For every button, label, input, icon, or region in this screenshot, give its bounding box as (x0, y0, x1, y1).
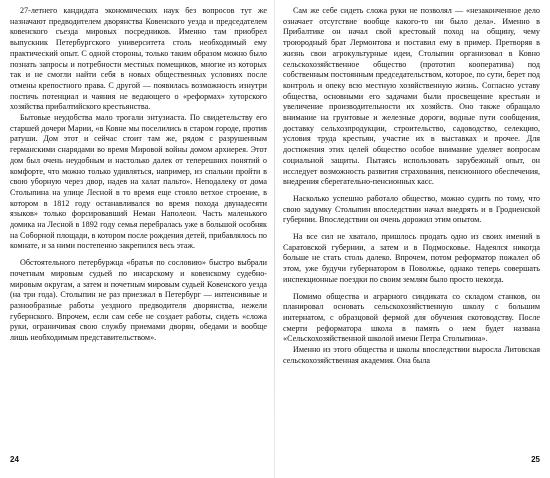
paragraph: Помимо общества и аграрного синдиката со складом станков, он планировал основать сельскохозяйственную школу с большим интернатом, с образцовой фермой для обучения скотоводству. После смерти реформатора школа в память о нем будет названа «Сельскохозяйственной школой имени Петра Столыпина». (283, 291, 540, 344)
paragraph: 27-летнего кандидата экономических наук без вопросов тут же назначают предводителем дворянства Ковенского уезда и председателем ковенского съезда мировых посредников. Именно там приобрел выпускник Петербургского университета столь необходимый ему практический опыт. С одной стороны, только таким образом можно было познать запросы и потребности местных помещиков, многие из которых так и не смогли найти себя в новых общественных условиях после отмены крепостного права. С другой — появилась возможность изнутри постичь потенциал и чаяния не ведающего о «реформах» хуторского хозяйства прибалтийского крестьянства. (10, 6, 267, 112)
paragraph: На все сил не хватало, пришлось продать одно из своих имений в Саратовской губернии, а затем и в Подмосковье. Надеялся никогда больше не стать столь далеко. Впрочем, потом реформатор пожалел об этом, уже будучи губернатором в Поволжье, однако теперь совершать инспекционные поездки по своим землям было просто некогда. (283, 232, 540, 284)
left-page-text (10, 6, 267, 344)
paragraph: Именно из этого общества и школы впоследствии выросла Литовская сельскохозяйственная академия. Она была (283, 345, 540, 365)
paragraph: Насколько успешно работало общество, можно судить по тому, что свою задумку Столыпин впоследствии начал внедрять и в Гродненской губернии. Впоследствии он очень дорожил этим опытом. (283, 193, 540, 225)
page-number: 25 (531, 455, 540, 464)
right-page (275, 0, 550, 478)
paragraph: Бытовые неудобства мало трогали энтузиаста. По свидетельству его старшей дочери Марии, «в Ковне мы поселились в старом городе, против ратуши. Дом этот и сейчас стоит там же, рядом с разрушенным германскими снарядами во время Мировой войны домом архиерея. Этот дом был очень неудобным и настолько далек от теперешних понятий о комфорте, что можно только удивляться, например, из спальни пройти в свою уборную через двор, надев на халат пальто». Неподалеку от дома Столыпина на улице Лесной в то время еще стояло ветхое строение, в котором в 1812 году останавливался во время похода двунадесяти языков» только форсировавший Неман Наполеон. Часть маленького домика на Лесной в 1892 году семья перебралась уже в большой особняк на Соборной площади, в котором после рождения детей, прибавлялось по комнате, и за ними постепенно закрепился весь этаж. (10, 113, 267, 251)
paragraph: Обстоятельного петербуржца «братья по сословию» быстро выбрали почетным мировым судьей по инсарскому и ковенскому судебно-мировым округам, а затем и почетным мировым судьей Ковенского уезда (на три года). Столыпин не раз приезжал в Петербург — интенсивные и разнообразные работы уездного предводителя дворянства, нежели губернского. Впрочем, если сам себе не создает работы, сидеть «сложа руки, ограничивая свою службу приемами дворян, обедами и вообще лишь необходимым представительством». (10, 258, 267, 343)
page-number: 24 (10, 455, 19, 464)
paragraph: Сам же себе сидеть сложа руки не позволял — «незаконченное дело означает отсутствие вообще какого-то ни было дела». Именно в Прибалтике он начал свой крестовый поход на общину, чему троюродный брат Лермонтова и поставил ему в пример. Претворяя в жизнь свои агрокультурные идеи, Столыпин организовал в Ковно сельскохозяйственное общество (прототип кооператива) под собственным постоянным председательством, которое, по сути, берет под контроль и опеку всю местную хозяйственную жизнь. Согласно уставу общества, основными его задачами были просвещение крестьян и увеличение производительности их хозяйств. Оно также обращало внимание на грунтовые и железные дороги, водные пути сообщения, доставку сельхозпродукции, строительство, садоводство, селекцию, условия труда крестьян, участие их в выставках и прочее. Для достижения этих целей общество особое внимание уделяет вопросам социальной защиты. Пытаясь использовать зарубежный опыт, он исследует возможность развития страхования, пенсионного обеспечения, внедрения сберегательно-пенсионных касс. (283, 6, 540, 187)
right-page-text (283, 6, 540, 367)
